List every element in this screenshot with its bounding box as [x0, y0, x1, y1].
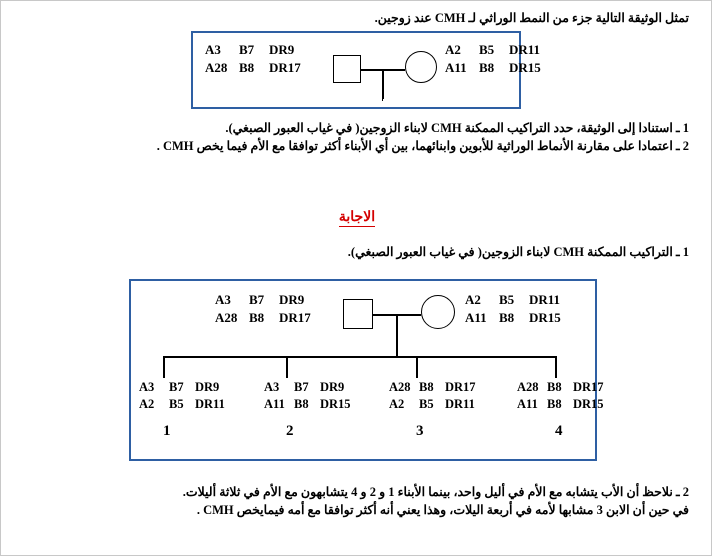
mother-circle-symbol: [421, 295, 455, 329]
bottom-father-haplotype: [215, 291, 331, 326]
allele: A28: [205, 59, 228, 75]
allele: B5: [479, 42, 495, 57]
answer-1: 1 ـ التراكيب الممكنة CMH لابناء الزوجين( في غياب العبور الصبغي).: [347, 245, 689, 259]
allele: B5: [169, 396, 184, 411]
allele: A28: [215, 309, 238, 325]
allele: A2: [445, 42, 461, 57]
child-drop-2: [286, 356, 288, 378]
allele: DR11: [445, 396, 475, 411]
intro-paragraph: تمثل الوثيقة التالية جزء من النمط الوراثي لـ CMH عند زوجين.: [374, 11, 689, 25]
descent-line: [382, 69, 384, 99]
sibship-line: [382, 99, 383, 101]
allele: A3: [215, 292, 231, 307]
allele: B8: [479, 59, 495, 75]
answer-heading-text: الاجابة: [338, 210, 376, 225]
allele: DR17: [445, 380, 476, 394]
allele: A28: [517, 380, 539, 394]
child-4-number: 4: [555, 423, 563, 439]
question-2: 2 ـ اعتمادا على مقارنة الأنماط الوراثية للأبوين وابنائهما، بين أي الأبناء أكثر توافقا مع الأم فيما يخص CMH .: [156, 139, 689, 153]
allele: DR11: [195, 396, 225, 411]
allele: DR15: [529, 309, 561, 325]
child-2-haplotype: [264, 379, 366, 413]
child-drop-3: [416, 356, 418, 378]
top-father-haplotype: [205, 41, 321, 76]
allele: A2: [389, 396, 405, 411]
descent-line: [396, 314, 398, 356]
allele: A2: [465, 292, 481, 307]
father-square-symbol: [333, 55, 361, 83]
allele: DR17: [279, 309, 311, 325]
child-4-haplotype: [517, 379, 619, 413]
allele: DR9: [279, 292, 305, 307]
answer-2: [69, 483, 689, 519]
allele: B7: [294, 380, 309, 394]
allele: A2: [139, 396, 155, 411]
allele: A11: [517, 396, 538, 411]
father-square-symbol: [343, 299, 373, 329]
mother-circle-symbol: [405, 51, 437, 83]
allele: B8: [547, 380, 562, 394]
allele: A3: [205, 42, 221, 57]
allele: B8: [499, 309, 515, 325]
allele: B5: [499, 292, 515, 307]
sibship-line: [163, 356, 555, 358]
allele: DR15: [509, 59, 541, 75]
bottom-mother-haplotype: [465, 291, 581, 326]
allele: DR17: [269, 59, 301, 75]
allele: A3: [139, 380, 155, 394]
allele: DR11: [529, 292, 561, 307]
allele: B7: [249, 292, 265, 307]
child-1-number: 1: [163, 423, 171, 439]
pedigree-diagram-top: [191, 31, 541, 109]
allele: B7: [239, 42, 255, 57]
pedigree-diagram-bottom: [129, 279, 604, 461]
allele: DR15: [320, 396, 351, 411]
allele: DR9: [269, 42, 295, 57]
allele: B8: [239, 59, 255, 75]
answer-heading: [1, 209, 712, 226]
allele: DR15: [573, 396, 604, 411]
child-drop-1: [163, 356, 165, 378]
allele: B5: [419, 396, 434, 411]
allele: B8: [419, 380, 434, 394]
allele: DR11: [509, 42, 541, 57]
question-1: 1 ـ استنادا إلى الوثيقة، حدد التراكيب الممكنة CMH لابناء الزوجين( في غياب العبور الصبغي).: [225, 121, 689, 135]
allele: B8: [249, 309, 265, 325]
allele: B7: [169, 380, 184, 394]
allele: DR9: [195, 380, 220, 394]
answer-2-line-2: في حين أن الابن 3 مشابها لأمه في أربعة اليلات، وهذا يعني أنه أكثر توافقا مع أمه فيمايخص CMH .: [196, 503, 689, 518]
allele: A3: [264, 380, 280, 394]
allele: B8: [294, 396, 309, 411]
allele: A11: [465, 309, 487, 325]
child-1-haplotype: [139, 379, 241, 413]
allele: B8: [547, 396, 562, 411]
allele: DR9: [320, 380, 345, 394]
child-drop-4: [555, 356, 557, 378]
top-mother-haplotype: [445, 41, 561, 76]
answer-2-line-1: 2 ـ نلاحظ أن الأب يتشابه مع الأم في أليل واحد، بينما الأبناء 1 و 2 و 4 يتشابهون مع الأم في ثلاثة أليلات.: [182, 485, 689, 499]
allele: DR17: [573, 380, 604, 394]
allele: A28: [389, 380, 411, 394]
child-3-number: 3: [416, 423, 424, 439]
allele: A11: [445, 59, 467, 75]
allele: A11: [264, 396, 285, 411]
child-2-number: 2: [286, 423, 294, 439]
child-3-haplotype: [389, 379, 491, 413]
